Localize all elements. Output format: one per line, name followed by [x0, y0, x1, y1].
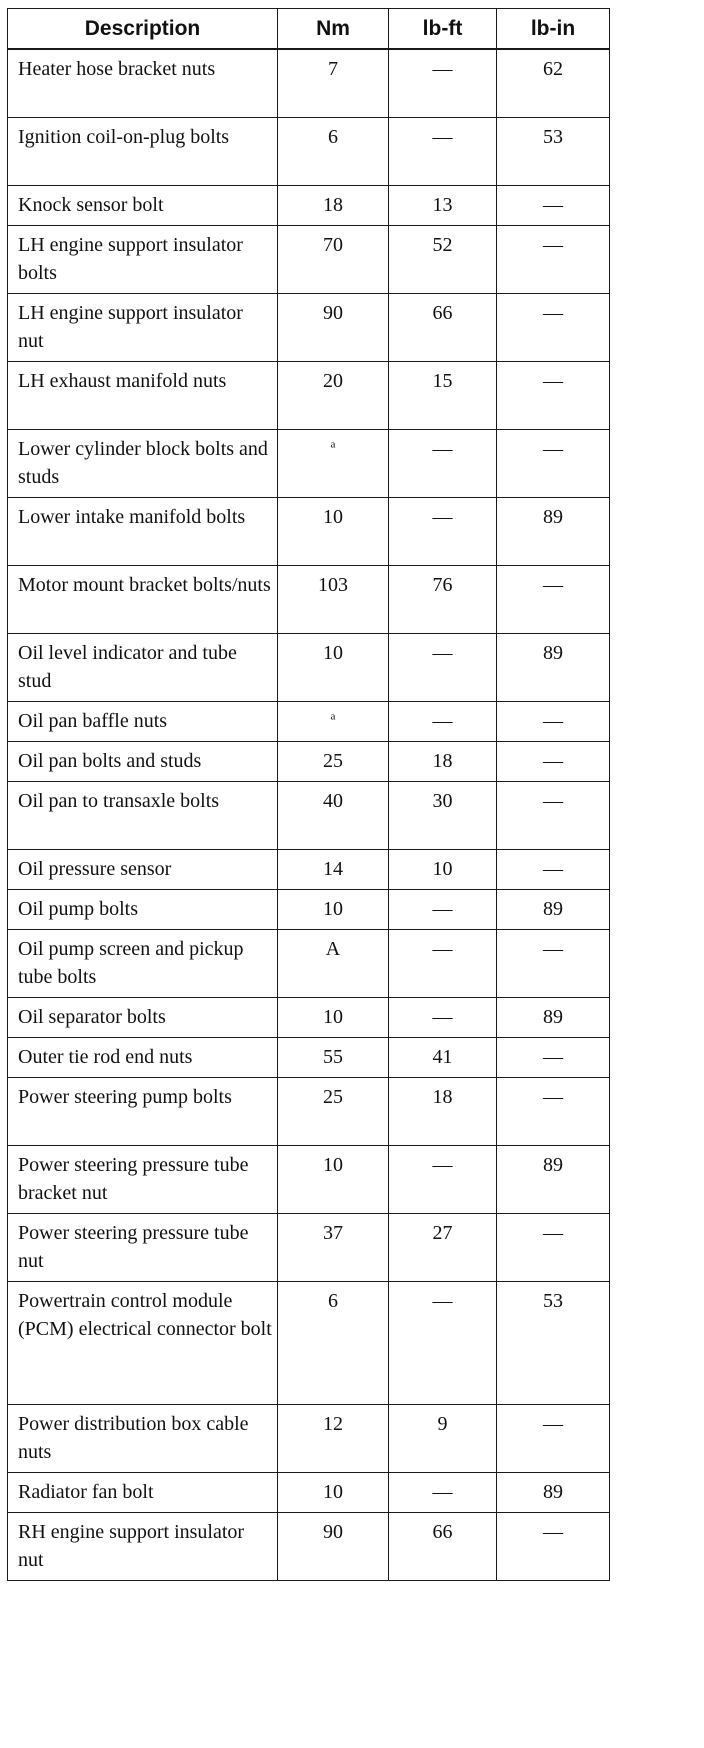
cell-lbft: 10 [389, 850, 497, 890]
cell-nm [278, 702, 389, 742]
cell-lbin: 89 [497, 634, 610, 702]
cell-nm: 90 [278, 294, 389, 362]
cell-lbft: — [389, 890, 497, 930]
cell-lbft: — [389, 430, 497, 498]
cell-description: Oil pan baffle nuts [8, 702, 278, 742]
cell-description: Power distribution box cable nuts [8, 1405, 278, 1473]
cell-lbin: — [497, 186, 610, 226]
cell-lbft: 9 [389, 1405, 497, 1473]
cell-nm: 10 [278, 634, 389, 702]
cell-lbft: — [389, 930, 497, 998]
table-row [8, 1513, 610, 1581]
cell-lbin: — [497, 226, 610, 294]
table-row [8, 1038, 610, 1078]
cell-nm: 90 [278, 1513, 389, 1581]
table-row [8, 1214, 610, 1282]
table-row [8, 186, 610, 226]
cell-nm: 40 [278, 782, 389, 850]
table-row [8, 1473, 610, 1513]
cell-nm: 6 [278, 118, 389, 186]
cell-nm: 10 [278, 890, 389, 930]
table-row [8, 566, 610, 634]
cell-description: Radiator fan bolt [8, 1473, 278, 1513]
cell-nm: 18 [278, 186, 389, 226]
cell-nm: 10 [278, 1146, 389, 1214]
footnote-marker: a [330, 438, 336, 451]
cell-nm: 7 [278, 49, 389, 118]
cell-description: Oil pump bolts [8, 890, 278, 930]
cell-lbft: 76 [389, 566, 497, 634]
table-row [8, 226, 610, 294]
cell-lbin: — [497, 566, 610, 634]
cell-lbin: 89 [497, 1473, 610, 1513]
cell-lbft: — [389, 702, 497, 742]
table-row [8, 634, 610, 702]
cell-lbin: 53 [497, 1282, 610, 1405]
cell-description: Heater hose bracket nuts [8, 49, 278, 118]
cell-lbin: — [497, 1038, 610, 1078]
cell-lbin: 89 [497, 998, 610, 1038]
cell-lbft: — [389, 49, 497, 118]
header-row [8, 9, 610, 50]
cell-description: Power steering pump bolts [8, 1078, 278, 1146]
cell-lbin: 53 [497, 118, 610, 186]
cell-nm: 14 [278, 850, 389, 890]
cell-nm: 55 [278, 1038, 389, 1078]
cell-lbin: — [497, 782, 610, 850]
cell-lbin: 89 [497, 1146, 610, 1214]
cell-description: Oil pan to transaxle bolts [8, 782, 278, 850]
cell-nm: 10 [278, 498, 389, 566]
cell-nm: 25 [278, 1078, 389, 1146]
cell-lbft: — [389, 1282, 497, 1405]
cell-description: RH engine support insulator nut [8, 1513, 278, 1581]
cell-lbin: — [497, 430, 610, 498]
table-row [8, 998, 610, 1038]
cell-nm: 20 [278, 362, 389, 430]
cell-description: Oil separator bolts [8, 998, 278, 1038]
cell-description: Knock sensor bolt [8, 186, 278, 226]
cell-nm: 70 [278, 226, 389, 294]
cell-lbft: 52 [389, 226, 497, 294]
table-row [8, 850, 610, 890]
cell-lbft: 18 [389, 1078, 497, 1146]
table-row [8, 49, 610, 118]
table-row [8, 294, 610, 362]
cell-description: Ignition coil-on-plug bolts [8, 118, 278, 186]
cell-lbin: — [497, 294, 610, 362]
cell-lbin: — [497, 1214, 610, 1282]
cell-nm: 12 [278, 1405, 389, 1473]
cell-description: LH engine support insulator nut [8, 294, 278, 362]
cell-lbft: 66 [389, 1513, 497, 1581]
table-row [8, 742, 610, 782]
cell-lbin: 89 [497, 498, 610, 566]
cell-nm: A [278, 930, 389, 998]
table-row [8, 1405, 610, 1473]
cell-nm: 37 [278, 1214, 389, 1282]
table-body [8, 49, 610, 1581]
cell-lbft: 15 [389, 362, 497, 430]
cell-lbft: 18 [389, 742, 497, 782]
cell-lbft: 66 [389, 294, 497, 362]
table-row [8, 1078, 610, 1146]
table-row [8, 782, 610, 850]
cell-lbft: 13 [389, 186, 497, 226]
header-lbin: lb-in [497, 9, 610, 50]
table-row [8, 498, 610, 566]
cell-description: Motor mount bracket bolts/nuts [8, 566, 278, 634]
cell-lbin: — [497, 850, 610, 890]
header-nm: Nm [278, 9, 389, 50]
cell-description: Power steering pressure tube nut [8, 1214, 278, 1282]
header-lbft: lb-ft [389, 9, 497, 50]
cell-description: Oil pressure sensor [8, 850, 278, 890]
cell-nm: 10 [278, 998, 389, 1038]
cell-lbin: 89 [497, 890, 610, 930]
cell-nm: 25 [278, 742, 389, 782]
cell-description: Oil pump screen and pickup tube bolts [8, 930, 278, 998]
cell-lbft: 30 [389, 782, 497, 850]
table-row [8, 362, 610, 430]
cell-description: Oil level indicator and tube stud [8, 634, 278, 702]
cell-description: Powertrain control module (PCM) electrical connector bolt [8, 1282, 278, 1405]
cell-lbft: — [389, 998, 497, 1038]
cell-lbft: 27 [389, 1214, 497, 1282]
cell-lbin: 62 [497, 49, 610, 118]
table-header [8, 9, 610, 50]
cell-nm: 6 [278, 1282, 389, 1405]
table-row [8, 118, 610, 186]
cell-lbin: — [497, 930, 610, 998]
cell-description: Outer tie rod end nuts [8, 1038, 278, 1078]
table-row [8, 930, 610, 998]
cell-description: LH exhaust manifold nuts [8, 362, 278, 430]
cell-lbft: — [389, 498, 497, 566]
cell-nm [278, 430, 389, 498]
cell-lbin: — [497, 362, 610, 430]
header-description: Description [8, 9, 278, 50]
cell-description: Lower cylinder block bolts and studs [8, 430, 278, 498]
table-row [8, 1146, 610, 1214]
cell-lbft: 41 [389, 1038, 497, 1078]
table-row [8, 890, 610, 930]
cell-lbin: — [497, 742, 610, 782]
cell-lbft: — [389, 118, 497, 186]
cell-nm: 103 [278, 566, 389, 634]
table-row [8, 702, 610, 742]
cell-nm: 10 [278, 1473, 389, 1513]
cell-description: Lower intake manifold bolts [8, 498, 278, 566]
cell-lbft: — [389, 1146, 497, 1214]
cell-lbin: — [497, 1078, 610, 1146]
torque-spec-table [7, 8, 610, 1581]
cell-description: Power steering pressure tube bracket nut [8, 1146, 278, 1214]
cell-description: Oil pan bolts and studs [8, 742, 278, 782]
table-row [8, 1282, 610, 1405]
cell-lbft: — [389, 634, 497, 702]
cell-description: LH engine support insulator bolts [8, 226, 278, 294]
footnote-marker: a [330, 710, 336, 723]
cell-lbin: — [497, 1405, 610, 1473]
cell-lbin: — [497, 702, 610, 742]
cell-lbin: — [497, 1513, 610, 1581]
table-row [8, 430, 610, 498]
cell-lbft: — [389, 1473, 497, 1513]
